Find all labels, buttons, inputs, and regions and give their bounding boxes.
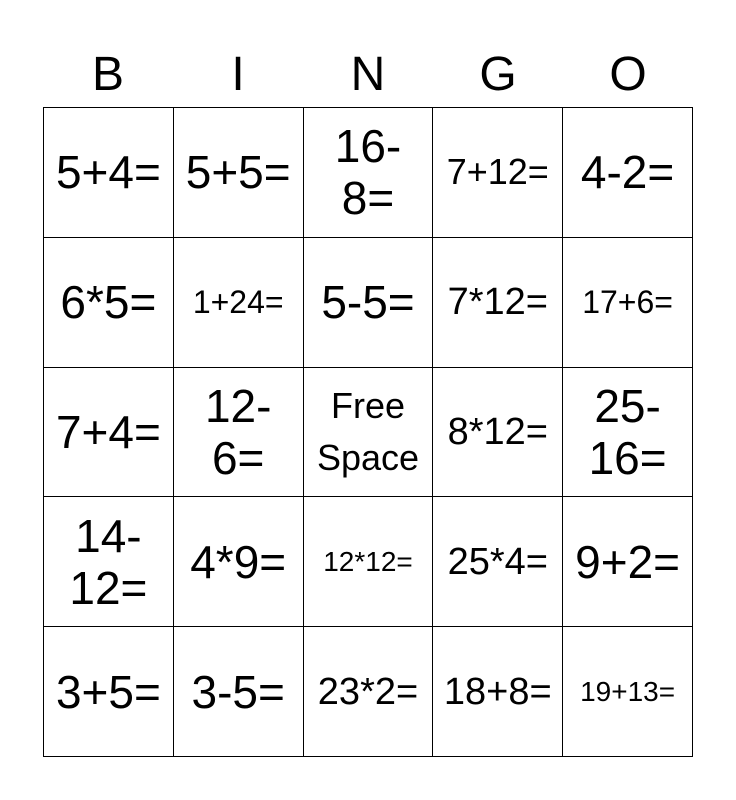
bingo-cell[interactable] bbox=[304, 238, 434, 368]
cell-text: 6*5= bbox=[60, 276, 157, 329]
cell-text: 25*4= bbox=[447, 540, 548, 583]
bingo-cell[interactable] bbox=[563, 108, 693, 238]
cell-text: 1+24= bbox=[192, 284, 284, 321]
cell-text: 23*2= bbox=[317, 670, 419, 713]
bingo-cell[interactable] bbox=[563, 368, 693, 498]
bingo-cell[interactable] bbox=[433, 627, 563, 757]
bingo-header bbox=[43, 45, 693, 105]
bingo-cell[interactable] bbox=[433, 497, 563, 627]
bingo-cell[interactable] bbox=[174, 238, 304, 368]
cell-text: 7+4= bbox=[55, 405, 161, 458]
cell-text: 5+5= bbox=[185, 146, 291, 199]
cell-text: 12- 6= bbox=[204, 379, 272, 484]
bingo-cell[interactable] bbox=[174, 108, 304, 238]
bingo-cell[interactable] bbox=[44, 627, 174, 757]
cell-text: 12*12= bbox=[323, 545, 413, 577]
cell-text: 7*12= bbox=[447, 281, 548, 324]
bingo-cell[interactable] bbox=[174, 497, 304, 627]
cell-text: 17+6= bbox=[582, 284, 673, 321]
bingo-cell[interactable] bbox=[563, 497, 693, 627]
cell-text: 5+4= bbox=[55, 146, 161, 199]
cell-text: 9+2= bbox=[575, 535, 681, 588]
cell-text: 8*12= bbox=[447, 410, 548, 453]
bingo-cell[interactable] bbox=[563, 627, 693, 757]
header-letter-g: G bbox=[479, 48, 517, 101]
bingo-grid bbox=[43, 107, 693, 757]
cell-text: 19+13= bbox=[580, 675, 676, 707]
bingo-cell[interactable] bbox=[304, 497, 434, 627]
cell-text: 3+5= bbox=[55, 665, 161, 718]
cell-text: 4-2= bbox=[580, 146, 675, 199]
bingo-cell[interactable] bbox=[563, 238, 693, 368]
cell-text: 5-5= bbox=[321, 276, 415, 329]
header-letter-n: N bbox=[350, 48, 386, 101]
cell-text: 16- 8= bbox=[334, 120, 402, 225]
header-letter-o: O bbox=[609, 48, 647, 101]
bingo-cell[interactable] bbox=[44, 108, 174, 238]
cell-text: 18+8= bbox=[443, 670, 552, 713]
cell-text: 7+12= bbox=[446, 151, 549, 193]
bingo-cell[interactable] bbox=[304, 627, 434, 757]
header-letter-i: I bbox=[231, 48, 245, 101]
cell-text: 4*9= bbox=[190, 535, 287, 588]
header-letter-b: B bbox=[91, 48, 124, 101]
cell-text: 3-5= bbox=[191, 665, 285, 718]
bingo-cell[interactable] bbox=[44, 238, 174, 368]
free-space-text: Free Space bbox=[316, 384, 420, 478]
cell-text: 14- 12= bbox=[69, 509, 148, 614]
bingo-cell[interactable] bbox=[433, 238, 563, 368]
bingo-cell[interactable] bbox=[174, 627, 304, 757]
bingo-cell[interactable] bbox=[174, 368, 304, 498]
bingo-cell[interactable] bbox=[433, 108, 563, 238]
bingo-cell[interactable] bbox=[433, 368, 563, 498]
bingo-cell[interactable] bbox=[304, 108, 434, 238]
bingo-cell[interactable] bbox=[44, 497, 174, 627]
cell-text: 25- 16= bbox=[588, 379, 667, 484]
free-space-cell[interactable] bbox=[304, 368, 434, 498]
bingo-cell[interactable] bbox=[44, 368, 174, 498]
